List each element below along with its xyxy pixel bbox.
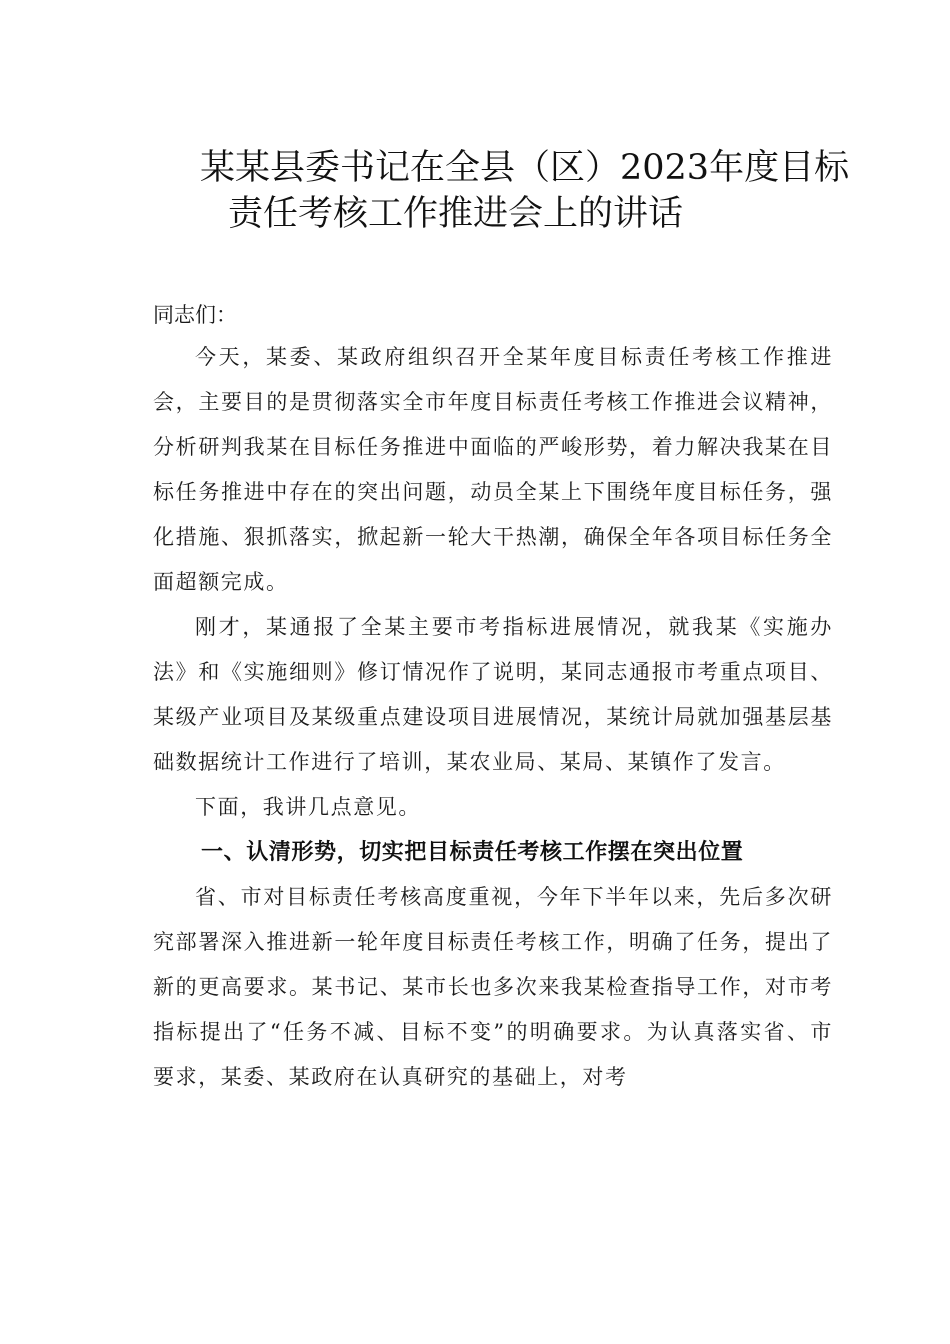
paragraph-transition: 下面，我讲几点意见。 (195, 795, 421, 819)
document-title (200, 145, 860, 237)
paragraph-reports: 刚才，某通报了全某主要市考指标进展情况，就我某《实施办法》和《实施细则》修订情况作了说明，某同志通报市考重点项目、某级产业项目及某级重点建设项目进展情况，某统计局就加强基层基础数据统计工作进行了培训，某农业局、某局、某镇作了发言。 (153, 615, 833, 774)
paragraph-section-1: 省、市对目标责任考核高度重视，今年下半年以来，先后多次研究部署深入推进新一轮年度目标责任考核工作，明确了任务，提出了新的更高要求。某书记、某市长也多次来我某检查指导工作，对市考指标提出了“任务不减、目标不变”的明确要求。为认真落实省、市要求，某委、某政府在认真研究的基础上，对考 (153, 885, 833, 1089)
document-body (153, 295, 833, 1100)
paragraph-opening: 今天，某委、某政府组织召开全某年度目标责任考核工作推进会，主要目的是贯彻落实全市年度目标责任考核工作推进会议精神，分析研判我某在目标任务推进中面临的严峻形势，着力解决我某在目标任务推进中存在的突出问题，动员全某上下围绕年度目标任务，强化措施、狠抓落实，掀起新一轮大干热潮，确保全年各项目标任务全面超额完成。 (153, 345, 833, 594)
salutation: 同志们： (153, 303, 237, 327)
title-line-1: 某某县委书记在全县（区）2023年度目标 (200, 148, 850, 188)
section-heading-1: 一、认清形势，切实把目标责任考核工作摆在突出位置 (201, 840, 744, 865)
title-line-2: 责任考核工作推进会上的讲话 (228, 194, 684, 234)
